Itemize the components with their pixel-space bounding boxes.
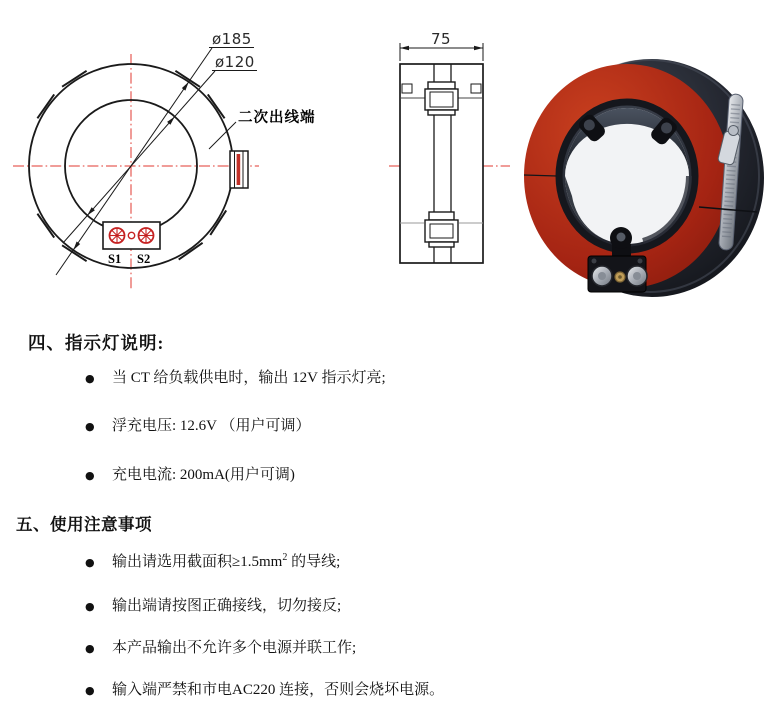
arrowhead xyxy=(182,82,189,91)
list-item-text: 当 CT 给负载供电时，输出 12V 指示灯亮; xyxy=(112,370,386,386)
bullet-icon: ● xyxy=(85,642,95,655)
dim-inner-label: ø120 xyxy=(215,53,255,71)
terminal-s2-label: S2 xyxy=(137,252,151,266)
front-view-drawing xyxy=(0,20,335,312)
list-item-text: 本产品输出不允许多个电源并联工作; xyxy=(112,640,357,656)
arrowhead xyxy=(474,46,483,50)
list-item xyxy=(85,597,341,616)
bottom-clamp xyxy=(425,212,458,247)
side-view-drawing xyxy=(385,22,515,278)
bullet-icon: ● xyxy=(85,420,95,433)
secondary-terminal-label: 二次出线端 xyxy=(238,110,316,126)
bullet-icon: ● xyxy=(85,600,95,613)
grommet-bolt-bottom xyxy=(610,227,632,259)
list-item xyxy=(85,466,295,485)
notch xyxy=(402,84,412,93)
bullet-icon: ● xyxy=(85,556,95,569)
top-clamp xyxy=(425,82,458,115)
bullet-icon: ● xyxy=(85,684,95,697)
dim-line-120 xyxy=(63,71,215,243)
section-5-heading: 五、使用注意事项 xyxy=(16,516,152,534)
list-item-text: 输出端请按图正确接线，切勿接反; xyxy=(112,598,342,614)
bullet-icon: ● xyxy=(85,372,95,385)
list-item xyxy=(85,417,310,436)
arrowhead xyxy=(73,242,80,251)
list-item xyxy=(85,553,340,572)
list-item xyxy=(85,369,386,388)
side-connector xyxy=(230,151,248,188)
list-item-text: 充电电流: 200mA(用户可调) xyxy=(112,467,295,483)
callout-leader xyxy=(209,122,236,149)
dim-outer-label: ø185 xyxy=(212,30,252,48)
list-item-text: 输出请选用截面积$\ge 1.5mm^2$ 的导线; xyxy=(112,552,341,570)
terminal-s1-label: S1 xyxy=(108,252,122,266)
product-photo xyxy=(505,48,765,302)
bullet-icon: ● xyxy=(85,469,95,482)
arrowhead xyxy=(400,46,409,50)
photo-terminal-block xyxy=(588,256,647,292)
section-4-heading: 四、指示灯说明: xyxy=(28,333,165,353)
notch xyxy=(471,84,481,93)
list-item xyxy=(85,639,356,658)
dim-width-label: 75 xyxy=(430,30,452,48)
superscript: 2 xyxy=(282,552,288,563)
list-item-text: 浮充电压: 12.6V （用户可调） xyxy=(112,418,311,434)
list-item-text: 输入端严禁和市电AC220 连接，否则会烧坏电源。 xyxy=(112,682,445,698)
list-item xyxy=(85,681,444,700)
